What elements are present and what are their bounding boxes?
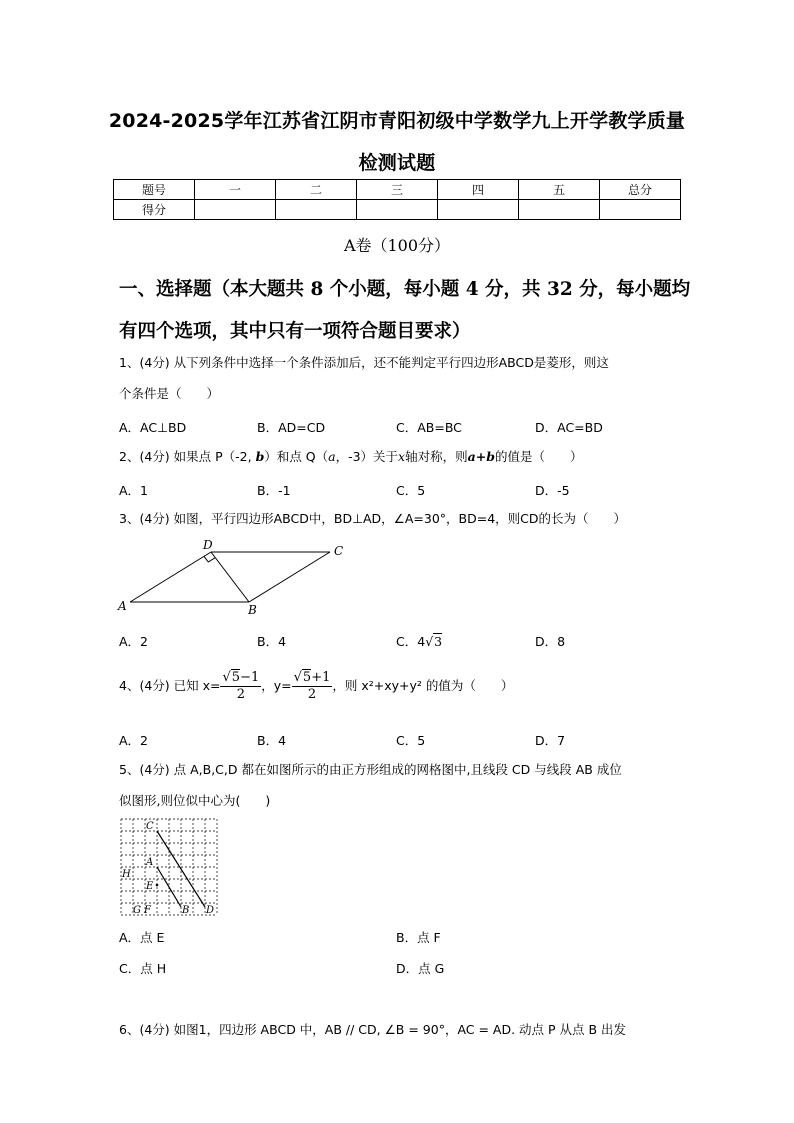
point-e [156, 884, 159, 887]
option-a[interactable]: A．1 [119, 483, 149, 498]
question-4-stem: 4、(4分) 已知 x= $\frac{√5-1}{2}$ ，y= $\frac{√5+1}{2}$ ，则 x²+xy+y² 的值为（ ） [119, 670, 514, 702]
table-cell: 三 [357, 180, 438, 200]
option-c[interactable]: C．4√3 [396, 634, 443, 649]
fraction-y: $\frac{√5+1}{2}$ [293, 670, 331, 702]
label-c: C [334, 544, 344, 558]
label-b: B [182, 905, 190, 916]
score-input[interactable] [276, 200, 357, 220]
page-title: 2024-2025学年江苏省江阴市青阳初级中学数学九上开学教学质量 [108, 110, 686, 132]
option-b[interactable]: B．-1 [257, 483, 291, 498]
question-3-stem: 3、(4分) 如图，平行四边形ABCD中，BD⊥AD，∠A=30°，BD=4，则CD的长为（ ） [119, 511, 627, 526]
question-5-stem-line2: 似图形,则位似中心为( ) [119, 793, 271, 808]
table-cell: 二 [276, 180, 357, 200]
table-cell: 题号 [114, 180, 195, 200]
label-c: C [146, 821, 154, 832]
section-heading: 一、选择题（本大题共 8 个小题，每小题 4 分，共 32 分，每小题均 [119, 279, 691, 300]
score-table [113, 179, 681, 220]
option-a[interactable]: A．2 [119, 733, 149, 748]
grid-lines [121, 819, 217, 915]
question-2-stem: 2、(4分) 如果点 P（-2, b）和点 Q（a，-3）关于x轴对称，则a+b的值是（ ） [119, 449, 583, 464]
label-a: A [118, 599, 127, 613]
option-c[interactable]: C．5 [396, 483, 426, 498]
label-f: F [144, 905, 151, 916]
edge-ad [130, 552, 211, 602]
option-c[interactable]: C．AB=BC [396, 420, 462, 435]
question-5-stem: 5、(4分) 点 A,B,C,D 都在如图所示的由正方形组成的网格图中,且线段 CD 与线段 AB 成位 [119, 762, 622, 777]
option-d[interactable]: D．-5 [535, 483, 570, 498]
label-d: D [206, 905, 215, 916]
label-b: B [248, 603, 257, 617]
table-row [114, 200, 681, 220]
option-b[interactable]: B．AD=CD [257, 420, 326, 435]
table-row [114, 180, 681, 200]
fraction-x: $\frac{√5-1}{2}$ [222, 670, 260, 702]
label-a: A [146, 857, 154, 868]
option-b[interactable]: B．点 F [396, 930, 441, 945]
right-angle-mark [204, 556, 215, 562]
table-cell: 一 [195, 180, 276, 200]
question-6-stem: 6、(4分) 如图1，四边形 ABCD 中，AB // CD, ∠B = 90°，AC = AD. 动点 P 从点 B 出发 [119, 1022, 627, 1037]
table-cell: 四 [438, 180, 519, 200]
table-cell: 总分 [600, 180, 681, 200]
option-b[interactable]: B．4 [257, 634, 287, 649]
score-input[interactable] [519, 200, 600, 220]
table-cell: 五 [519, 180, 600, 200]
option-a[interactable]: A．点 E [119, 930, 165, 945]
score-input[interactable] [357, 200, 438, 220]
section-heading-line2: 有四个选项，其中只有一项符合题目要求） [119, 321, 471, 342]
option-a[interactable]: A．AC⊥BD [119, 420, 187, 435]
table-cell: 得分 [114, 200, 195, 220]
edge-bc [249, 552, 330, 602]
label-e: E [146, 881, 154, 892]
score-input[interactable] [438, 200, 519, 220]
question-1-stem: 1、(4分) 从下列条件中选择一个条件添加后，还不能判定平行四边形ABCD是菱形，则这 [119, 355, 609, 370]
question-1-stem-line2: 个条件是（ ） [119, 386, 220, 401]
score-input[interactable] [195, 200, 276, 220]
option-d[interactable]: D．7 [535, 733, 566, 748]
page-title-line2: 检测试题 [358, 152, 436, 174]
option-a[interactable]: A．2 [119, 634, 149, 649]
option-d[interactable]: D．点 G [396, 961, 445, 976]
diagonal-bd [211, 552, 249, 602]
volume-heading: A卷（100分） [343, 236, 451, 255]
parallelogram-figure [115, 538, 355, 618]
label-d: D [203, 538, 213, 552]
option-c[interactable]: C．点 H [119, 961, 167, 976]
score-input[interactable] [600, 200, 681, 220]
option-d[interactable]: D．8 [535, 634, 566, 649]
option-c[interactable]: C．5 [396, 733, 426, 748]
label-g: G [133, 905, 141, 916]
label-h: H [122, 869, 131, 880]
option-b[interactable]: B．4 [257, 733, 287, 748]
grid-figure [119, 817, 219, 917]
option-d[interactable]: D．AC=BD [535, 420, 603, 435]
